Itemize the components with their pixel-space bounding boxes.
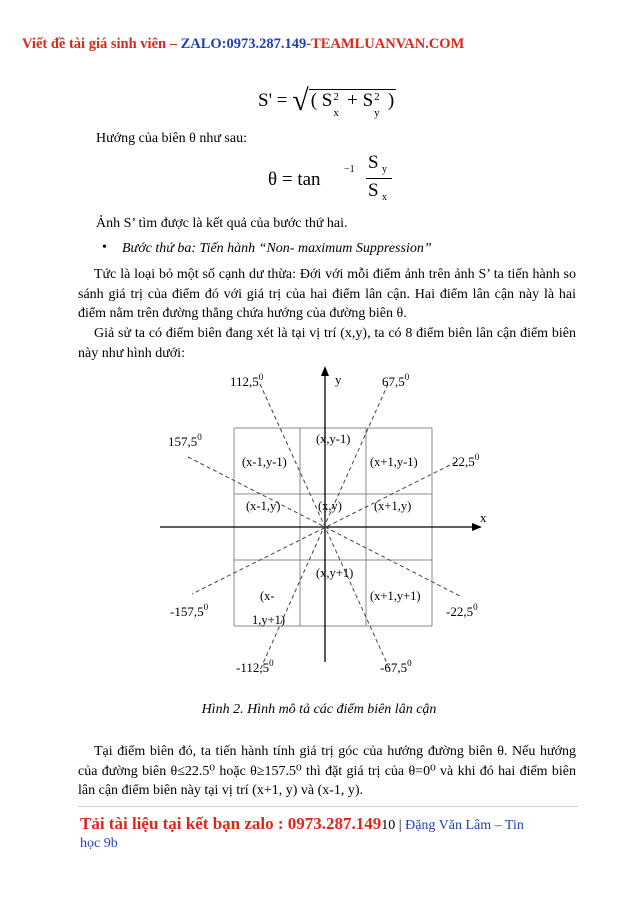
formula2-sup: −1: [344, 164, 355, 175]
angle-neg-67-5: -67,5$^0$: [380, 658, 412, 675]
formula1-sy-sub: y: [374, 107, 380, 119]
footer-author: Đặng Văn Lâm – Tin: [405, 818, 524, 833]
formula1-sx: S: [321, 90, 333, 111]
cell-xplus1-y: (x+1,y): [374, 499, 412, 513]
cell-xplus1-yminus1: (x+1,y-1): [370, 455, 418, 469]
cell-xminus1-yplus1-a: (x-: [260, 589, 275, 603]
header-zalo: ZALO:0973.287.149: [180, 36, 307, 52]
formula1-plus: +: [347, 90, 358, 111]
angle-157-5: 157,5$^0$: [168, 432, 202, 449]
cell-x-yplus1: (x,y+1): [316, 566, 354, 580]
cell-xplus1-yplus1: (x+1,y+1): [370, 589, 421, 603]
page-footer: [80, 814, 524, 834]
bullet-dot: •: [102, 240, 107, 255]
fraction-bar: [366, 178, 392, 179]
cell-xminus1-yminus1: (x-1,y-1): [242, 455, 287, 469]
cell-xminus1-yplus1-b: 1,y+1): [252, 613, 286, 627]
text-direction-intro: Hướng của biên θ như sau:: [96, 131, 247, 146]
text-angle-rule: Tại điểm biên đó, ta tiến hành tính giá trị góc của hướng đường biên θ. Nếu hướng của đường biên θ≤22.5⁰ hoặc θ≥157.5⁰ thì đặt giá trị của θ=0⁰ và khi đó hai điểm biên lân cận điểm biên này tại vị trí (x+1, y) và (x-1, y).: [78, 744, 576, 798]
angle-neg-157-5: -157,5$^0$: [170, 602, 209, 619]
angle-67-5: 67,5$^0$: [382, 372, 410, 389]
formula2-den-sub: x: [382, 192, 387, 203]
footer-download-text: Tải tài liệu tại kết bạn zalo : 0973.287.149: [80, 814, 382, 833]
formula1-sy: S: [362, 90, 374, 111]
axis-label-x: x: [480, 510, 487, 525]
page-number: 10: [381, 818, 396, 833]
formula1-sx-sup: 2: [333, 91, 339, 103]
formula1-sy-sup: 2: [374, 91, 380, 103]
bullet-step-three: Bước thứ ba: Tiến hành “Non- maximum Suppression”: [122, 241, 432, 256]
angle-22-5: 22,5$^0$: [452, 452, 480, 469]
cell-x-y: (x,y): [318, 499, 342, 513]
figure-caption: Hình 2. Hình mô tả các điểm biên lân cận: [201, 702, 437, 717]
formula-magnitude: S' = √ ( S 2 x + S 2 y ): [258, 84, 395, 119]
formula2-num: S: [368, 152, 379, 173]
text-nms-explanation: Tức là loại bỏ một số cạnh dư thừa: Đới với mỗi điểm ảnh trên ảnh S’ ta tiến hành so sánh giá trị của điểm đó với giá trị của hai điểm lân cận. Hai điểm lân cận này là hai điểm nằm trên đường thẳng chứa hướng của đường biên θ.: [78, 267, 576, 321]
cell-x-y-minus1: (x,y-1): [316, 432, 351, 446]
text-neighbors-intro: Giả sử ta có điểm biên đang xét là tại vị trí (x,y), ta có 8 điểm biên lân cận điểm biên này như hình dưới:: [78, 326, 576, 361]
y-axis-arrow-icon: [321, 366, 329, 376]
angle-neg-22-5: -22,5$^0$: [446, 602, 478, 619]
formula1-sx-sub: x: [333, 107, 339, 119]
formula2-num-sub: y: [382, 164, 387, 175]
page-header: [22, 36, 464, 53]
axis-label-y: y: [335, 372, 342, 387]
header-prefix: Viết đề tài giá sinh viên –: [22, 36, 181, 52]
formula2-den: S: [368, 180, 379, 201]
footer-author-line2: học 9b: [80, 836, 118, 851]
angle-112-5: 112,5$^0$: [230, 372, 264, 389]
text-step-result: Ảnh S’ tìm được là kết quả của bước thứ hai.: [96, 216, 348, 231]
header-site: -TEAMLUANVAN.COM: [306, 36, 465, 52]
formula2-lhs: θ = tan: [268, 169, 321, 190]
formula1-lhs: S' =: [258, 90, 288, 111]
footer-divider: [78, 806, 578, 807]
neighbors-diagram: [160, 362, 500, 682]
formula-angle: [268, 152, 408, 208]
footer-separator: |: [395, 818, 406, 833]
cell-xminus1-y: (x-1,y): [246, 499, 281, 513]
angle-neg-112-5: -112,5$^0$: [236, 658, 274, 675]
